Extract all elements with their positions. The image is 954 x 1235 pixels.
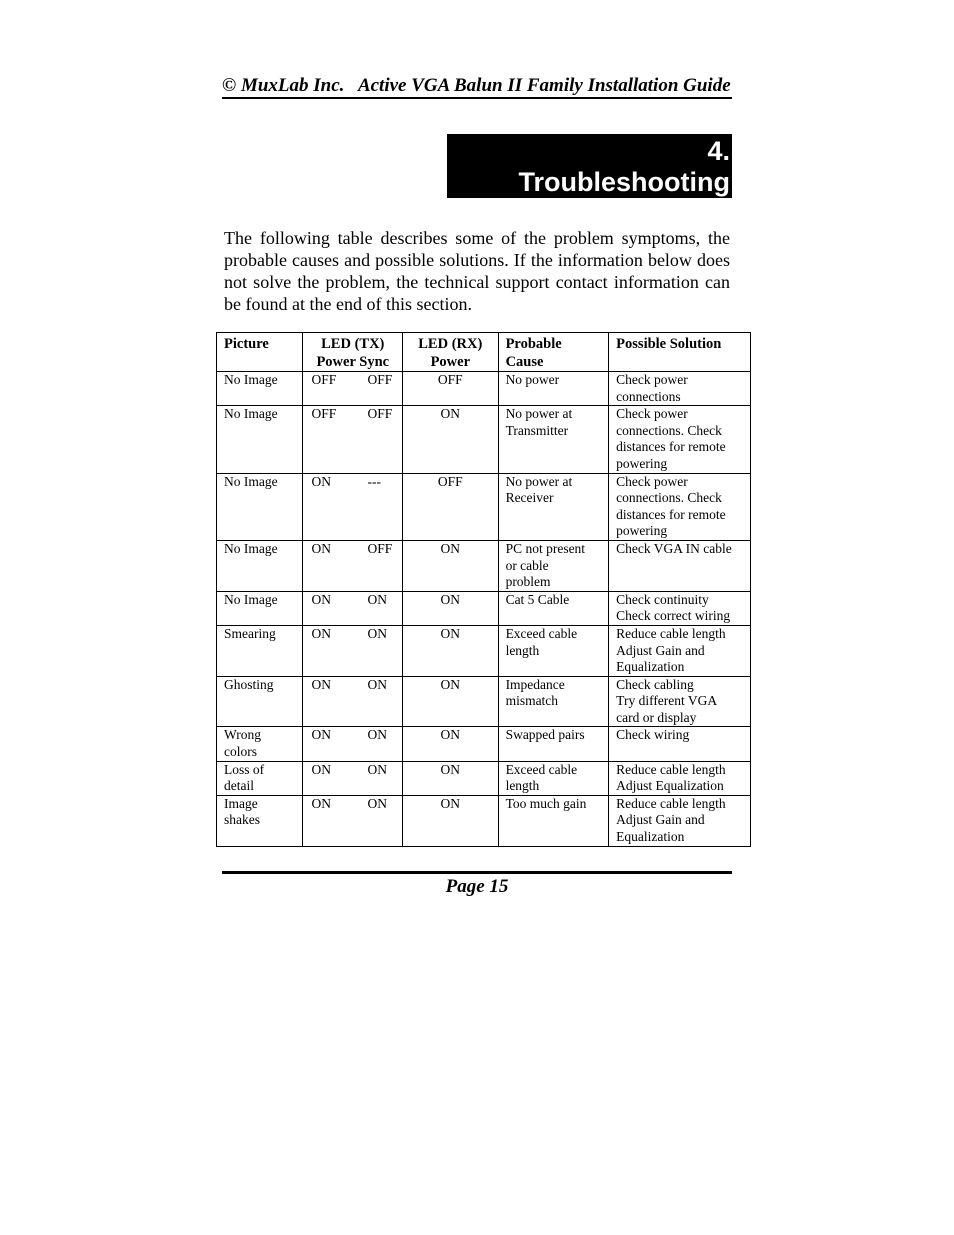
- tx-power-value: ON: [311, 625, 331, 641]
- header-cause-line2: Cause: [505, 354, 544, 370]
- picture-cell-line: No Image: [224, 372, 278, 387]
- led-tx-pair: [310, 677, 402, 694]
- tx-power-value: ON: [311, 795, 331, 811]
- table-body: [217, 372, 751, 847]
- cause-cell-line: No power at: [505, 406, 573, 422]
- rx-power-value: ON: [403, 676, 499, 727]
- solution-cell-line: Check VGA IN cable: [616, 540, 732, 556]
- solution-cell-line: Reduce cable length: [616, 761, 726, 777]
- led-tx-pair: [310, 474, 402, 491]
- tx-power-value: ON: [311, 727, 331, 743]
- rx-power-value: ON: [403, 540, 499, 591]
- picture-cell: [217, 625, 303, 676]
- picture-cell-line: colors: [224, 744, 257, 760]
- cause-cell: [498, 676, 609, 727]
- solution-cell: [609, 406, 751, 473]
- rx-power-value: ON: [403, 406, 499, 473]
- solution-cell-line: Check cabling: [616, 676, 694, 692]
- solution-cell-line: card or display: [616, 709, 697, 725]
- led-tx-pair: [310, 372, 402, 389]
- tx-sync-value: ---: [367, 473, 381, 489]
- led-tx-pair: [310, 727, 402, 744]
- table-row: [217, 473, 751, 540]
- solution-cell-line: Check power: [616, 473, 688, 489]
- cause-cell: [498, 540, 609, 591]
- table-header-row: [217, 333, 751, 372]
- tx-sync-value: ON: [367, 625, 387, 641]
- cause-cell-line: Too much gain: [505, 795, 587, 811]
- solution-cell-line: connections: [616, 388, 681, 404]
- cause-cell: [498, 727, 609, 761]
- solution-cell: [609, 727, 751, 761]
- solution-cell: [609, 795, 751, 846]
- tx-power-value: ON: [311, 473, 331, 489]
- cause-cell: [498, 795, 609, 846]
- picture-cell: [217, 540, 303, 591]
- tx-power-value: ON: [311, 676, 331, 692]
- solution-cell-line: powering: [616, 455, 668, 471]
- troubleshooting-table: [216, 332, 751, 847]
- solution-cell-line: connections. Check: [616, 422, 722, 438]
- cause-cell-line: length: [505, 642, 540, 658]
- led-tx-pair: [310, 406, 402, 423]
- picture-cell: [217, 591, 303, 625]
- cause-cell-line: length: [505, 778, 540, 794]
- led-tx-pair: [310, 592, 402, 609]
- picture-cell: [217, 473, 303, 540]
- tx-sync-value: ON: [367, 795, 387, 811]
- page-number: Page 15: [445, 876, 509, 897]
- header-led-tx-line1: LED (TX): [321, 336, 385, 352]
- led-tx-cell: [303, 676, 403, 727]
- solution-cell-line: Reduce cable length: [616, 625, 726, 641]
- led-tx-pair: [310, 541, 402, 558]
- led-tx-pair: [310, 626, 402, 643]
- solution-cell-line: Check power: [616, 372, 688, 387]
- rx-power-value: OFF: [403, 473, 499, 540]
- tx-sync-value: ON: [367, 591, 387, 607]
- table-row: [217, 372, 751, 406]
- chapter-title: Troubleshooting: [518, 167, 730, 197]
- picture-cell-line: Image: [224, 795, 258, 811]
- cause-cell: [498, 625, 609, 676]
- tx-power-value: ON: [311, 591, 331, 607]
- table-row: [217, 540, 751, 591]
- cause-cell-line: Exceed cable: [505, 761, 578, 777]
- header-led-tx-line2: Power Sync: [316, 354, 390, 370]
- tx-power-value: ON: [311, 540, 331, 556]
- cause-cell-line: Swapped pairs: [505, 727, 585, 743]
- solution-cell-line: Equalization: [616, 659, 685, 675]
- solution-cell-line: powering: [616, 523, 668, 539]
- cause-cell: [498, 406, 609, 473]
- footer-rule: [222, 871, 732, 874]
- solution-cell-line: Check power: [616, 406, 688, 422]
- table-row: [217, 676, 751, 727]
- cause-cell: [498, 761, 609, 795]
- solution-cell-line: Check continuity: [616, 591, 709, 607]
- header-led-rx-line1: LED (RX): [418, 336, 483, 352]
- cause-cell-line: No power at: [505, 473, 573, 489]
- cause-cell-line: Cat 5 Cable: [505, 591, 570, 607]
- header-probable-cause: [498, 333, 609, 372]
- picture-cell-line: No Image: [224, 406, 278, 422]
- solution-cell-line: connections. Check: [616, 490, 722, 506]
- picture-cell-line: Smearing: [224, 625, 276, 641]
- tx-power-value: OFF: [311, 406, 337, 422]
- tx-sync-value: OFF: [367, 406, 393, 422]
- tx-sync-value: OFF: [367, 540, 393, 556]
- picture-cell-line: Wrong: [224, 727, 261, 743]
- led-tx-cell: [303, 406, 403, 473]
- rx-power-value: OFF: [403, 372, 499, 406]
- solution-cell: [609, 473, 751, 540]
- solution-cell-line: Check correct wiring: [616, 608, 731, 624]
- table-row: [217, 625, 751, 676]
- header-led-tx: [303, 333, 403, 372]
- picture-cell: [217, 795, 303, 846]
- solution-cell-line: Reduce cable length: [616, 795, 726, 811]
- solution-cell: [609, 540, 751, 591]
- cause-cell: [498, 473, 609, 540]
- rx-power-value: ON: [403, 727, 499, 761]
- solution-cell: [609, 676, 751, 727]
- cause-cell: [498, 372, 609, 406]
- header-picture: Picture: [217, 333, 303, 372]
- picture-cell-line: Ghosting: [224, 676, 274, 692]
- picture-cell: [217, 676, 303, 727]
- intro-paragraph: The following table describes some of the problem symptoms, the probable causes and possible solutions. If the information below does not solve the problem, the technical support contact information can be found at the end of this section.: [224, 228, 730, 314]
- table-row: [217, 591, 751, 625]
- led-tx-cell: [303, 473, 403, 540]
- table-row: [217, 795, 751, 846]
- tx-power-value: ON: [311, 761, 331, 777]
- cause-cell: [498, 591, 609, 625]
- cause-cell-line: Exceed cable: [505, 625, 578, 641]
- tx-sync-value: ON: [367, 676, 387, 692]
- picture-cell-line: No Image: [224, 540, 278, 556]
- led-tx-cell: [303, 625, 403, 676]
- chapter-heading: [447, 134, 732, 198]
- table-row: [217, 406, 751, 473]
- table-row: [217, 761, 751, 795]
- solution-cell: [609, 625, 751, 676]
- cause-cell-line: No power: [505, 372, 560, 387]
- led-tx-cell: [303, 540, 403, 591]
- rx-power-value: ON: [403, 761, 499, 795]
- rx-power-value: ON: [403, 591, 499, 625]
- led-tx-cell: [303, 727, 403, 761]
- solution-cell-line: Equalization: [616, 829, 685, 845]
- solution-cell-line: Check wiring: [616, 727, 690, 743]
- cause-cell-line: problem: [505, 574, 551, 590]
- picture-cell-line: shakes: [224, 812, 260, 828]
- running-header: © MuxLab Inc. Active VGA Balun II Family Installation Guide: [222, 75, 731, 96]
- cause-cell-line: mismatch: [505, 693, 559, 709]
- tx-sync-value: ON: [367, 727, 387, 743]
- solution-cell-line: Adjust Gain and: [616, 812, 705, 828]
- picture-cell: [217, 727, 303, 761]
- picture-cell: [217, 761, 303, 795]
- tx-sync-value: OFF: [367, 372, 393, 387]
- solution-cell-line: Adjust Equalization: [616, 778, 724, 794]
- picture-cell-line: No Image: [224, 591, 278, 607]
- picture-cell: [217, 372, 303, 406]
- led-tx-cell: [303, 591, 403, 625]
- led-tx-cell: [303, 795, 403, 846]
- picture-cell-line: detail: [224, 778, 254, 794]
- table-row: [217, 727, 751, 761]
- cause-cell-line: Impedance: [505, 676, 565, 692]
- header-led-rx-line2: Power: [430, 354, 471, 370]
- tx-power-value: OFF: [311, 372, 337, 387]
- rx-power-value: ON: [403, 795, 499, 846]
- cause-cell-line: Receiver: [505, 490, 554, 506]
- solution-cell: [609, 591, 751, 625]
- cause-cell-line: PC not present: [505, 540, 586, 556]
- picture-cell-line: No Image: [224, 473, 278, 489]
- solution-cell-line: distances for remote: [616, 506, 726, 522]
- rx-power-value: ON: [403, 625, 499, 676]
- cause-cell-line: or cable: [505, 557, 549, 573]
- led-tx-pair: [310, 762, 402, 779]
- header-rule: [222, 97, 732, 99]
- solution-cell-line: distances for remote: [616, 439, 726, 455]
- chapter-number: 4.: [707, 136, 730, 166]
- solution-cell: [609, 761, 751, 795]
- solution-cell: [609, 372, 751, 406]
- solution-cell-line: Adjust Gain and: [616, 642, 705, 658]
- led-tx-cell: [303, 761, 403, 795]
- cause-cell-line: Transmitter: [505, 422, 569, 438]
- tx-sync-value: ON: [367, 761, 387, 777]
- picture-cell-line: Loss of: [224, 761, 265, 777]
- solution-cell-line: Try different VGA: [616, 693, 718, 709]
- led-tx-cell: [303, 372, 403, 406]
- header-cause-line1: Probable: [505, 336, 562, 352]
- header-led-rx: [403, 333, 499, 372]
- picture-cell: [217, 406, 303, 473]
- header-possible-solution: Possible Solution: [609, 333, 751, 372]
- led-tx-pair: [310, 796, 402, 813]
